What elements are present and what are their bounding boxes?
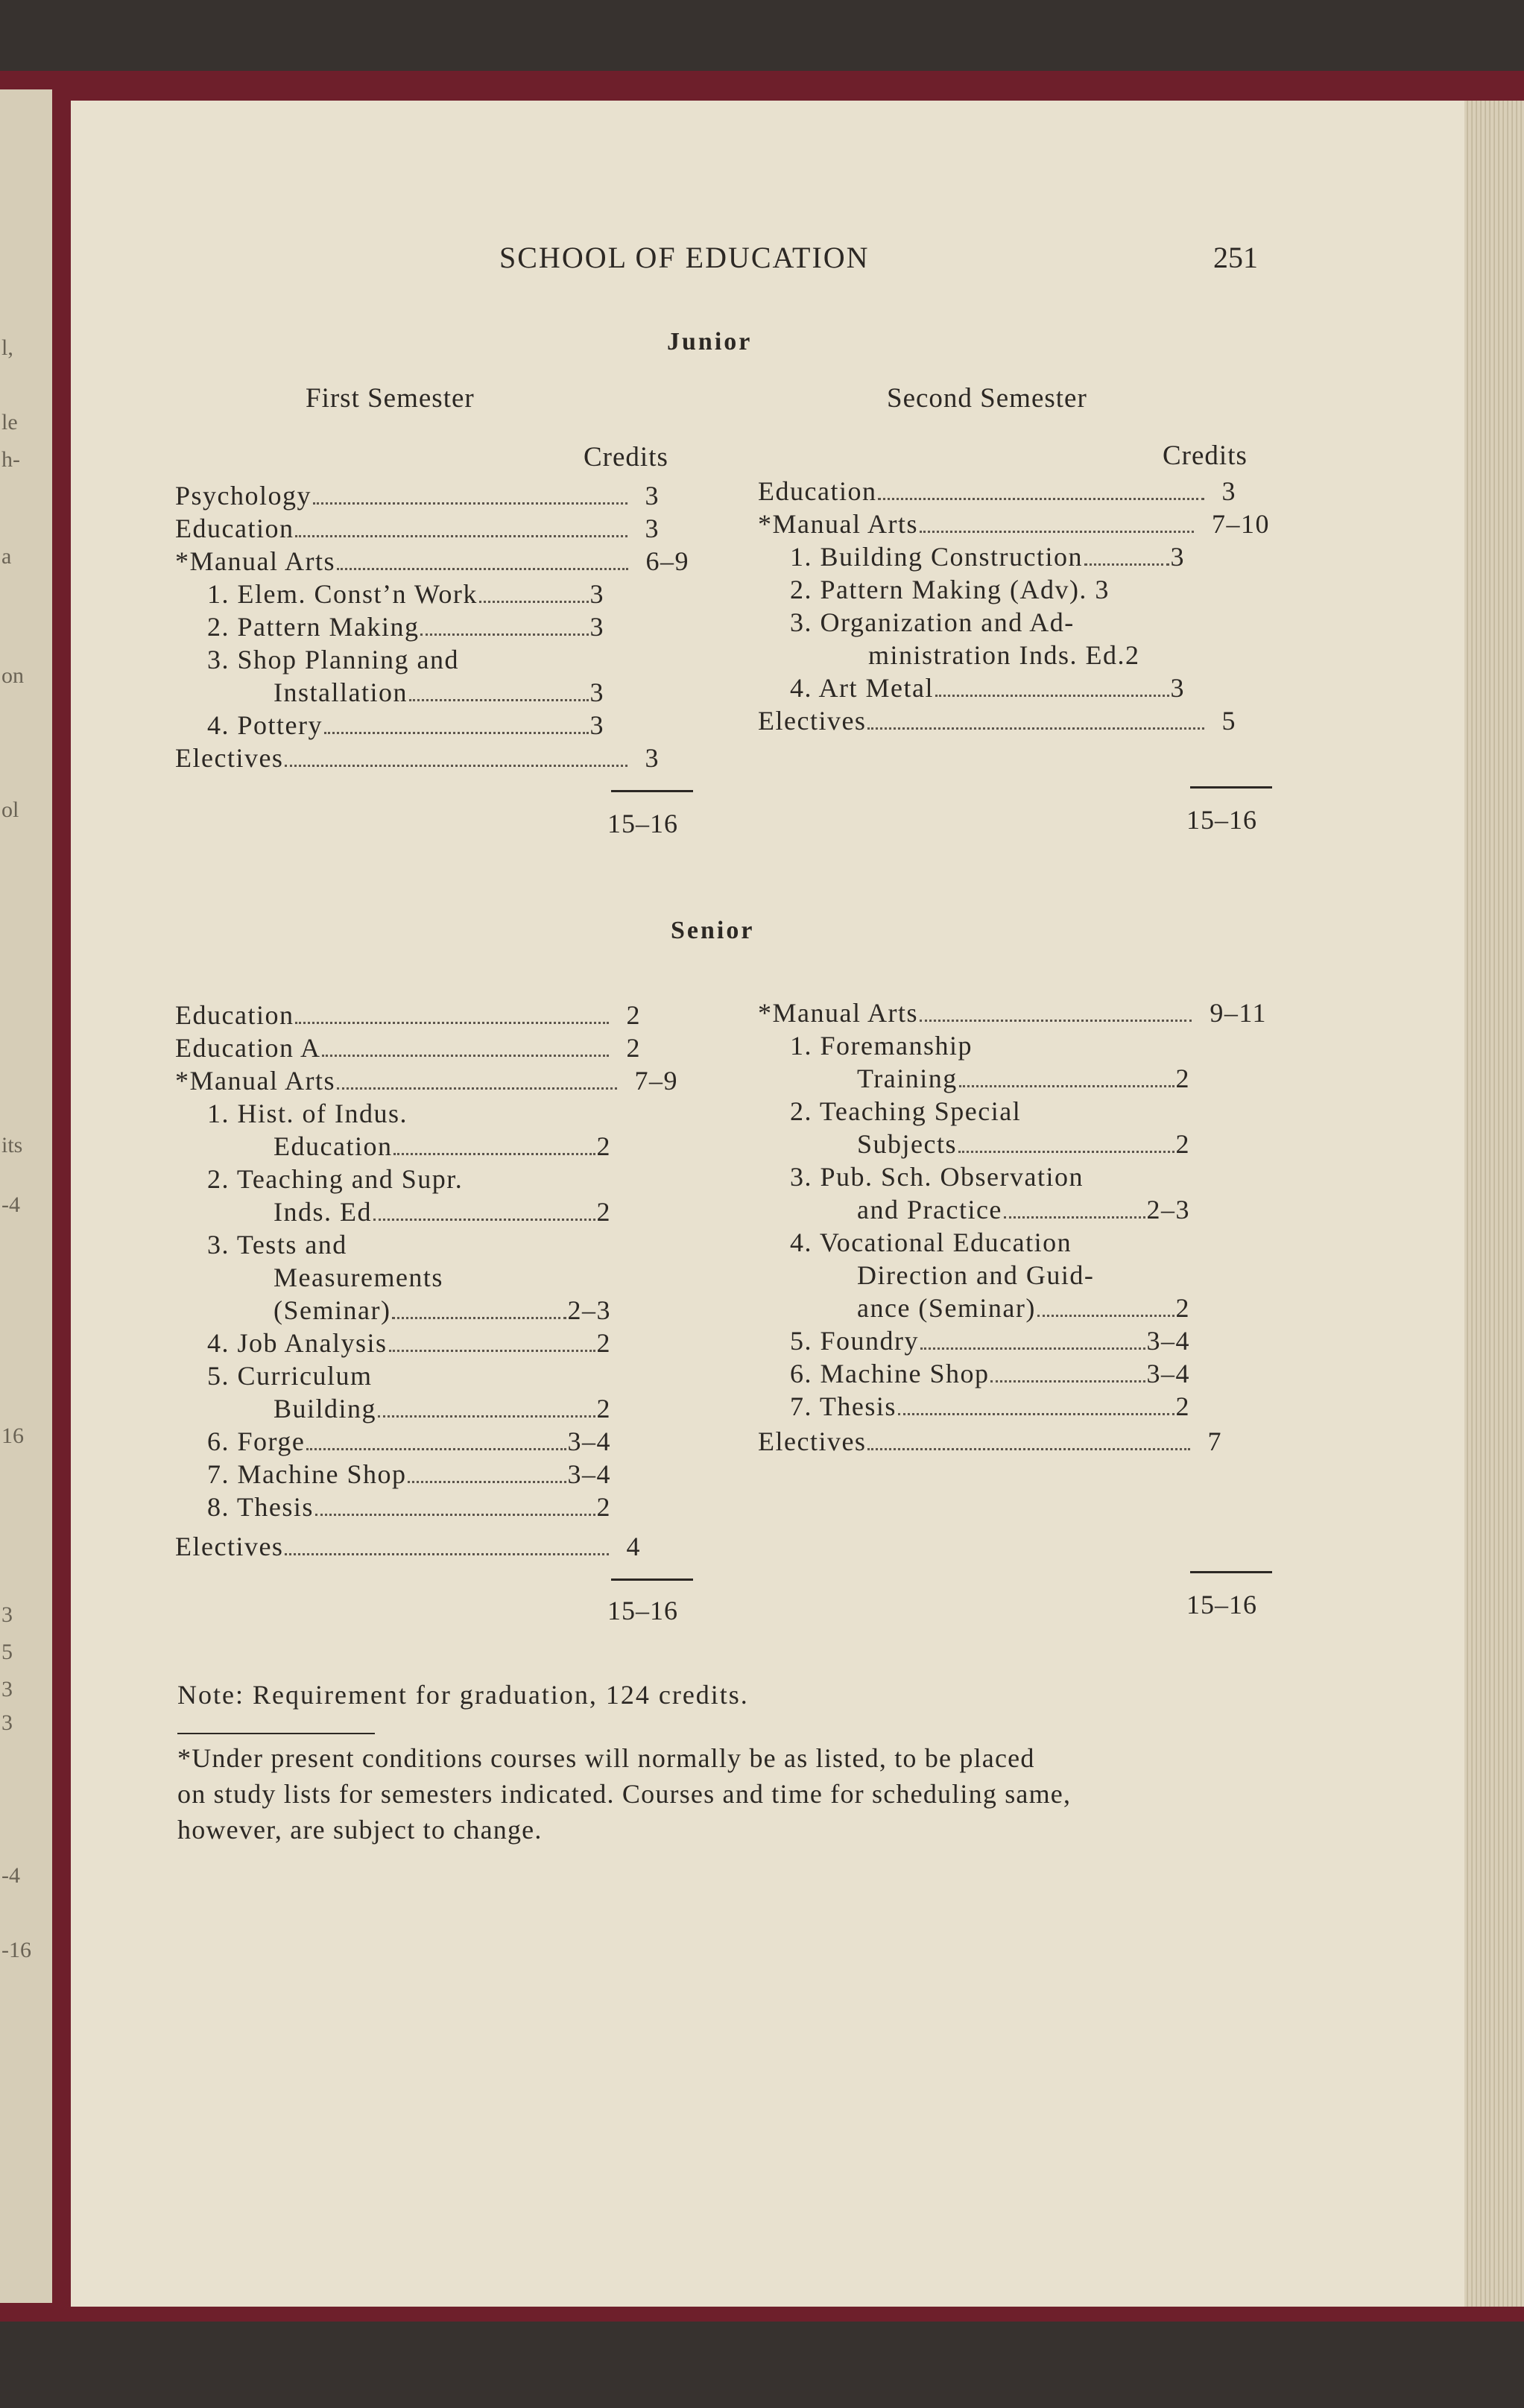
- course-credits: 4: [626, 1532, 641, 1561]
- junior-heading: Junior: [667, 328, 753, 355]
- course-label: 6. Forge: [207, 1426, 306, 1456]
- facing-page-fragment: 3: [1, 1602, 13, 1627]
- course-label: Training: [857, 1064, 958, 1093]
- leader-dots: [935, 695, 1169, 697]
- course-credits: 2: [1175, 1293, 1190, 1323]
- total-rule: [611, 1579, 693, 1581]
- course-row: [790, 1357, 1190, 1390]
- course-label: Direction and Guid-: [857, 1260, 1095, 1290]
- course-row: [207, 1458, 611, 1491]
- facing-page-fragment: l,: [1, 335, 13, 360]
- facing-page-fragment: ol: [1, 797, 19, 822]
- course-label: 1. Foremanship: [790, 1031, 973, 1061]
- course-credits: 6–9: [645, 546, 689, 576]
- course-label: Building: [274, 1394, 377, 1423]
- course-row: [857, 1292, 1190, 1324]
- course-credits: 3: [589, 710, 604, 740]
- credits-heading-first: Credits: [584, 442, 668, 473]
- course-label: 1. Hist. of Indus.: [207, 1099, 408, 1128]
- course-label: ance (Seminar): [857, 1293, 1036, 1323]
- course-row: [274, 1130, 611, 1163]
- course-credits: 3: [645, 743, 660, 773]
- leader-dots: [313, 502, 627, 505]
- course-label: Electives: [758, 706, 867, 736]
- senior-heading: Senior: [671, 917, 755, 944]
- leader-dots: [958, 1151, 1174, 1153]
- course-credits: 3–4: [1146, 1326, 1190, 1356]
- course-row: [175, 999, 641, 1031]
- leader-dots: [420, 633, 588, 636]
- course-credits: 3: [589, 579, 604, 609]
- leader-dots: [867, 727, 1204, 730]
- course-label: 3. Tests and: [207, 1230, 347, 1260]
- facing-page-fragment: -16: [1, 1938, 31, 1962]
- leader-dots: [324, 732, 589, 734]
- leader-dots: [322, 1055, 608, 1057]
- course-label: 7. Machine Shop: [207, 1459, 407, 1489]
- leader-dots: [393, 1153, 595, 1155]
- course-label: Education: [175, 1000, 294, 1030]
- course-credits: 9–11: [1210, 998, 1267, 1028]
- course-label: 4. Job Analysis: [207, 1328, 388, 1358]
- leader-dots: [409, 699, 589, 701]
- course-credits: 2: [626, 1033, 641, 1063]
- course-credits: 7: [1207, 1426, 1222, 1456]
- course-credits: 3: [1170, 673, 1185, 703]
- leader-dots: [378, 1415, 595, 1418]
- course-label: 5. Curriculum: [207, 1361, 373, 1391]
- course-credits: 3–4: [567, 1459, 611, 1489]
- course-credits: 3: [589, 677, 604, 707]
- course-label: 7. Thesis: [790, 1391, 897, 1421]
- footnote-line: however, are subject to change.: [177, 1815, 543, 1845]
- facing-page-fragment: 16: [1, 1423, 24, 1448]
- course-row: [175, 512, 660, 545]
- course-row: [790, 1324, 1190, 1357]
- course-label: 6. Machine Shop: [790, 1359, 990, 1388]
- course-row: [758, 996, 1267, 1029]
- course-row: [758, 1425, 1222, 1458]
- second-semester-heading: Second Semester: [887, 383, 1087, 414]
- leader-dots: [898, 1413, 1174, 1415]
- semester-total: 15–16: [607, 1596, 678, 1625]
- course-label: Education: [175, 513, 294, 543]
- leader-dots: [306, 1448, 566, 1450]
- course-label: Installation: [274, 677, 408, 707]
- facing-page-strip: [0, 89, 52, 2303]
- course-label: Subjects: [857, 1129, 957, 1159]
- course-credits: 2: [596, 1197, 611, 1227]
- course-credits: 2: [596, 1492, 611, 1522]
- course-credits: 7–10: [1212, 509, 1270, 539]
- leader-dots: [295, 1022, 608, 1024]
- course-label: 2. Teaching Special: [790, 1096, 1022, 1126]
- course-credits: 2: [626, 1000, 641, 1030]
- course-row: [175, 479, 660, 512]
- graduation-note: Note: Requirement for graduation, 124 credits.: [177, 1680, 749, 1710]
- footnote-line: on study lists for semesters indicated. Courses and time for scheduling same,: [177, 1779, 1072, 1809]
- leader-dots: [920, 1347, 1145, 1350]
- course-label: Education: [758, 476, 877, 506]
- leader-dots: [1084, 563, 1169, 566]
- course-row: [207, 709, 604, 742]
- course-label: and Practice: [857, 1195, 1002, 1224]
- facing-page-fragment: -4: [1, 1192, 20, 1217]
- leader-dots: [920, 531, 1194, 533]
- course-credits: 2: [596, 1328, 611, 1358]
- total-rule: [611, 790, 693, 792]
- facing-page-fragment: le: [1, 410, 18, 434]
- course-label: Electives: [175, 743, 284, 773]
- course-row: [758, 704, 1236, 737]
- course-credits: 2: [1175, 1391, 1190, 1421]
- course-row: [207, 610, 604, 643]
- course-row: [790, 1390, 1190, 1423]
- course-label: 3. Organization and Ad-: [790, 607, 1075, 637]
- course-label: Electives: [175, 1532, 284, 1561]
- course-row: [207, 1491, 611, 1523]
- course-row: [175, 1530, 641, 1563]
- leader-dots: [408, 1481, 566, 1483]
- course-credits: 2: [1175, 1129, 1190, 1159]
- leader-dots: [389, 1350, 595, 1352]
- credits-heading-second: Credits: [1163, 440, 1248, 471]
- facing-page-fragment: its: [1, 1133, 23, 1157]
- page-number: 251: [1213, 241, 1258, 274]
- leader-dots: [285, 1553, 608, 1555]
- facing-page-fragment: 5: [1, 1640, 13, 1664]
- leader-dots: [337, 1087, 617, 1090]
- facing-page-fragment: 3: [1, 1677, 13, 1701]
- total-rule: [1190, 1571, 1272, 1573]
- course-label: 3. Shop Planning and: [207, 645, 460, 674]
- semester-total: 15–16: [1186, 1590, 1257, 1619]
- course-label: Electives: [758, 1426, 867, 1456]
- course-label: 2. Pattern Making: [207, 612, 420, 642]
- leader-dots: [295, 535, 627, 537]
- course-row: [758, 475, 1236, 508]
- course-row: [274, 1392, 611, 1425]
- leader-dots: [867, 1448, 1189, 1450]
- course-row: [175, 1064, 678, 1097]
- course-label: Measurements: [274, 1263, 443, 1292]
- leader-dots: [1037, 1315, 1174, 1317]
- course-row: [857, 1062, 1190, 1095]
- course-credits: 2–3: [567, 1295, 611, 1325]
- leader-dots: [315, 1514, 595, 1516]
- course-row: [175, 545, 689, 578]
- leader-dots: [878, 498, 1204, 500]
- semester-total: 15–16: [1186, 805, 1257, 835]
- course-credits: 2: [1175, 1064, 1190, 1093]
- course-row: [857, 1193, 1190, 1226]
- course-credits: 3: [589, 612, 604, 642]
- course-row: [274, 1195, 611, 1228]
- course-label: ministration Inds. Ed.2: [868, 640, 1140, 670]
- leader-dots: [373, 1219, 595, 1221]
- course-label: *Manual Arts: [175, 546, 335, 576]
- course-label: 1. Building Construction: [790, 542, 1084, 572]
- course-label: Education: [274, 1131, 393, 1161]
- course-label: 4. Vocational Education: [790, 1227, 1072, 1257]
- course-row: [207, 1425, 611, 1458]
- course-label: 4. Art Metal: [790, 673, 934, 703]
- facing-page-fragment: 3: [1, 1710, 13, 1735]
- course-label: Education A: [175, 1033, 321, 1063]
- course-credits: 7–9: [634, 1066, 678, 1096]
- course-credits: 3: [645, 481, 660, 511]
- course-row: [207, 1327, 611, 1359]
- course-label: Psychology: [175, 481, 312, 511]
- course-credits: 3: [1221, 476, 1236, 506]
- course-row: [790, 671, 1185, 704]
- leader-dots: [337, 568, 628, 570]
- course-row: [274, 676, 604, 709]
- course-label: 2. Pattern Making (Adv). 3: [790, 575, 1110, 604]
- footnote-rule: [177, 1733, 375, 1734]
- course-label: (Seminar): [274, 1295, 391, 1325]
- course-label: 8. Thesis: [207, 1492, 314, 1522]
- course-row: [790, 540, 1185, 573]
- course-row: [175, 742, 660, 774]
- facing-page-fragment: a: [1, 544, 12, 569]
- course-label: Inds. Ed: [274, 1197, 372, 1227]
- course-label: *Manual Arts: [758, 509, 918, 539]
- course-credits: 3: [645, 513, 660, 543]
- course-row: [857, 1128, 1190, 1160]
- course-row: [758, 508, 1270, 540]
- facing-page-fragment: -4: [1, 1863, 20, 1888]
- facing-page-fragment: on: [1, 663, 24, 688]
- course-label: *Manual Arts: [175, 1066, 335, 1096]
- course-label: 5. Foundry: [790, 1326, 920, 1356]
- footnote-line: *Under present conditions courses will normally be as listed, to be placed: [177, 1743, 1035, 1773]
- leader-dots: [990, 1380, 1145, 1382]
- leader-dots: [1004, 1216, 1145, 1219]
- course-credits: 3–4: [1146, 1359, 1190, 1388]
- course-label: 4. Pottery: [207, 710, 323, 740]
- leader-dots: [920, 1020, 1192, 1022]
- leader-dots: [392, 1317, 566, 1319]
- leader-dots: [959, 1085, 1174, 1087]
- course-row: [274, 1294, 611, 1327]
- semester-total: 15–16: [607, 809, 678, 838]
- leader-dots: [479, 601, 589, 603]
- course-label: *Manual Arts: [758, 998, 918, 1028]
- page-edges: [1464, 101, 1524, 2307]
- facing-page-fragment: h-: [1, 447, 20, 472]
- course-label: 2. Teaching and Supr.: [207, 1164, 464, 1194]
- first-semester-heading: First Semester: [306, 383, 475, 414]
- running-head: SCHOOL OF EDUCATION: [499, 241, 870, 274]
- course-credits: 3: [1170, 542, 1185, 572]
- course-row: [207, 578, 604, 610]
- course-credits: 3–4: [567, 1426, 611, 1456]
- course-row: [175, 1031, 641, 1064]
- course-credits: 2: [596, 1131, 611, 1161]
- leader-dots: [285, 765, 627, 767]
- course-credits: 5: [1221, 706, 1236, 736]
- course-label: 3. Pub. Sch. Observation: [790, 1162, 1084, 1192]
- course-credits: 2–3: [1146, 1195, 1190, 1224]
- course-label: 1. Elem. Const’n Work: [207, 579, 478, 609]
- total-rule: [1190, 786, 1272, 789]
- course-credits: 2: [596, 1394, 611, 1423]
